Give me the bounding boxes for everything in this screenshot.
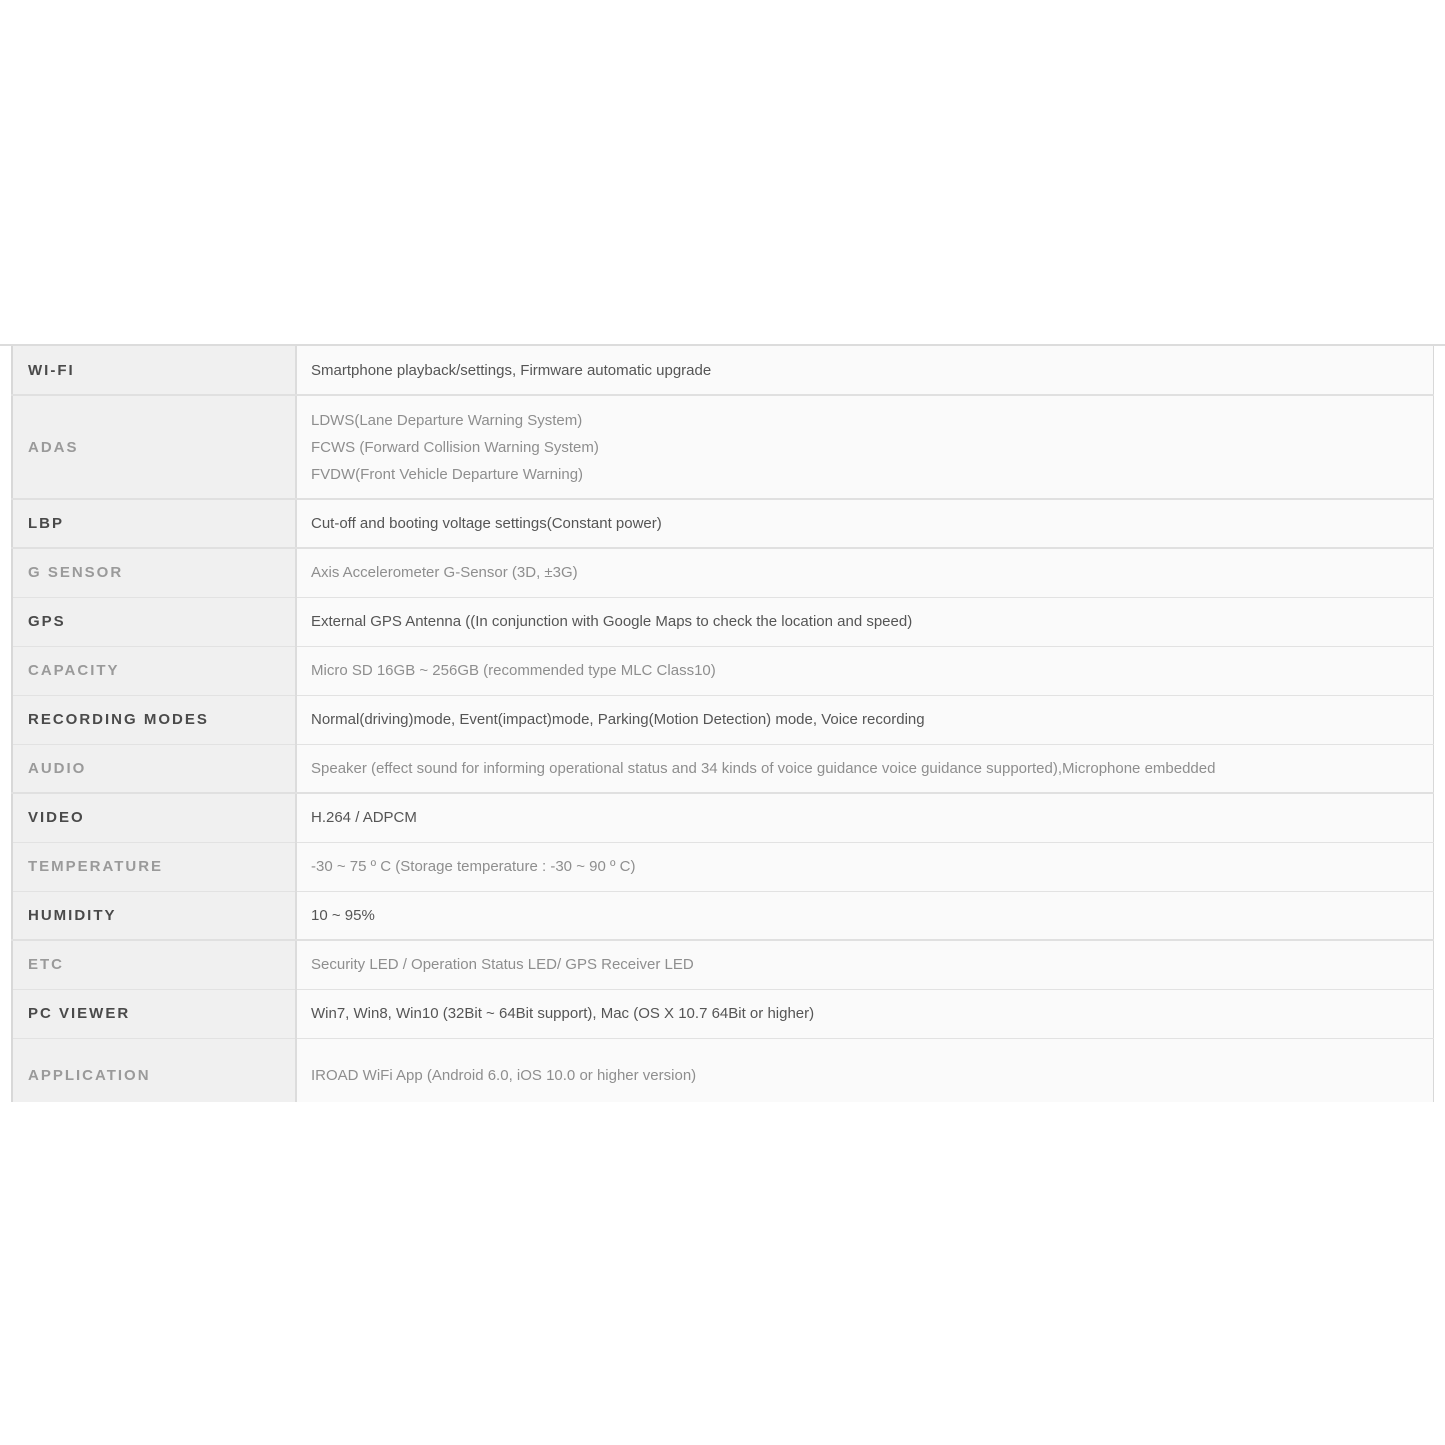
spec-value <box>296 744 1434 793</box>
spec-value <box>296 548 1434 597</box>
spec-label: LBP <box>12 499 296 548</box>
spec-label: PC VIEWER <box>12 989 296 1038</box>
spec-label: CAPACITY <box>12 646 296 695</box>
spec-label: WI-FI <box>12 346 296 395</box>
spec-label: G SENSOR <box>12 548 296 597</box>
spec-value-line: Speaker (effect sound for informing operational status and 34 kinds of voice guidance voice guidance supported),Microphone embedded <box>311 759 1216 777</box>
spec-value-line: Normal(driving)mode, Event(impact)mode, Parking(Motion Detection) mode, Voice recording <box>311 711 925 728</box>
spec-value-line: Cut-off and booting voltage settings(Constant power) <box>311 515 662 532</box>
spec-value <box>296 989 1434 1038</box>
spec-label: AUDIO <box>12 744 296 793</box>
spec-label: ETC <box>12 940 296 989</box>
spec-value-line: Security LED / Operation Status LED/ GPS Receiver LED <box>311 956 694 974</box>
spec-row-adas <box>12 395 1434 499</box>
spec-value-line: H.264 / ADPCM <box>311 809 417 827</box>
spec-table <box>11 346 1434 1102</box>
spec-row-temperature <box>12 842 1434 891</box>
spec-row-gps <box>12 597 1434 646</box>
spec-value <box>296 891 1434 940</box>
spec-value-line: Axis Accelerometer G-Sensor (3D, ±3G) <box>311 564 578 582</box>
spec-value-line: Win7, Win8, Win10 (32Bit ~ 64Bit support), Mac (OS X 10.7 64Bit or higher) <box>311 1005 815 1022</box>
spec-value-line: External GPS Antenna ((In conjunction with Google Maps to check the location and speed) <box>311 613 913 630</box>
spec-row-recording-modes <box>12 695 1434 744</box>
spec-row-audio <box>12 744 1434 793</box>
spec-value <box>296 597 1434 646</box>
spec-value-line: -30 ~ 75 º C (Storage temperature : -30 ~ 90 º C) <box>311 858 636 875</box>
spec-value-line: Micro SD 16GB ~ 256GB (recommended type MLC Class10) <box>311 662 716 679</box>
spec-label: ADAS <box>12 395 296 499</box>
spec-row-wifi <box>12 346 1434 395</box>
spec-value-line: FCWS (Forward Collision Warning System) <box>311 438 599 456</box>
spec-label: HUMIDITY <box>12 891 296 940</box>
spec-value <box>296 940 1434 989</box>
spec-row-application <box>12 1038 1434 1102</box>
spec-value <box>296 395 1434 499</box>
spec-value <box>296 793 1434 842</box>
spec-value <box>296 646 1434 695</box>
spec-value-line: 10 ~ 95% <box>311 906 375 924</box>
spec-label: APPLICATION <box>12 1038 296 1102</box>
spec-table-container <box>0 344 1445 1102</box>
spec-value <box>296 842 1434 891</box>
spec-row-g-sensor <box>12 548 1434 597</box>
spec-row-lbp <box>12 499 1434 548</box>
spec-value-line: LDWS(Lane Departure Warning System) <box>311 411 583 429</box>
spec-label: RECORDING MODES <box>12 695 296 744</box>
spec-value <box>296 695 1434 744</box>
spec-value <box>296 346 1434 395</box>
spec-value-line: IROAD WiFi App (Android 6.0, iOS 10.0 or higher version) <box>311 1066 697 1084</box>
spec-value <box>296 1038 1434 1102</box>
spec-row-humidity <box>12 891 1434 940</box>
spec-row-capacity <box>12 646 1434 695</box>
spec-value-line: FVDW(Front Vehicle Departure Warning) <box>311 465 584 483</box>
spec-value <box>296 499 1434 548</box>
spec-value-line: Smartphone playback/settings, Firmware automatic upgrade <box>311 361 712 379</box>
spec-label: VIDEO <box>12 793 296 842</box>
spec-label: TEMPERATURE <box>12 842 296 891</box>
spec-row-pc-viewer <box>12 989 1434 1038</box>
spec-row-etc <box>12 940 1434 989</box>
spec-label: GPS <box>12 597 296 646</box>
spec-row-video <box>12 793 1434 842</box>
